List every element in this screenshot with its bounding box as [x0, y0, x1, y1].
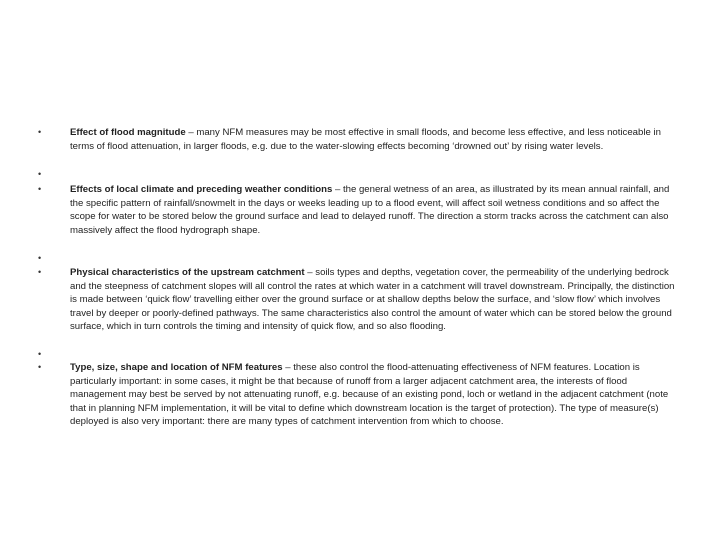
list-item-text	[70, 361, 680, 429]
item-body: – many NFM measures may be most effective in small floods, and become less effective, and less noticeable in terms of flood attenuation, in larger floods, e.g. due to the water-slowing effects becoming ‘drowned out’ by rising water levels.	[70, 127, 661, 152]
bullet-marker: •	[38, 267, 42, 277]
bullet-marker: •	[38, 127, 42, 137]
item-body: – the general wetness of an area, as illustrated by its mean annual rainfall, and the specific pattern of rainfall/snowmelt in the days or weeks leading up to a flood event, will affect soil wetness conditions and so affect the scope for water to be stored below the ground surface and lead to delayed runoff. The direction a storm tracks across the catchment can also massively affect the flood hydrograph shape.	[70, 184, 670, 236]
list-item-text	[70, 266, 680, 334]
list-item-text	[70, 183, 680, 237]
item-heading: Effects of local climate and preceding weather conditions	[70, 184, 333, 195]
bullet-marker: •	[38, 169, 42, 179]
item-body: – these also control the flood-attenuating effectiveness of NFM features. Location is particularly important: in some cases, it might be that because of runoff from a larger adjacent catchment area, the interests of flood management may best be served by not attenuating runoff, e.g. because of an existing pond, loch or wetland in the adjacent catchment (note that in planning NFM implementation, it will be vital to define which downstream location is the target of protection). The type of measure(s) deployed is also very important: there are many types of catchment intervention from which to choose.	[70, 362, 669, 428]
bullet-marker: •	[38, 349, 42, 359]
list-item-text	[70, 126, 680, 153]
item-heading: Effect of flood magnitude	[70, 127, 186, 138]
item-heading: Type, size, shape and location of NFM features	[70, 362, 283, 373]
bullet-marker: •	[38, 362, 42, 372]
item-heading: Physical characteristics of the upstream catchment	[70, 267, 305, 278]
bullet-marker: •	[38, 253, 42, 263]
item-body: – soils types and depths, vegetation cover, the permeability of the underlying bedrock and the steepness of catchment slopes will all control the rates at which water in a catchment will travel downstream. Principally, the distinction is made between ‘quick flow’ travelling either over the ground surface or at shallow depths below the surface, and ‘slow flow’ which involves travel by deeper or poorly-defined pathways. The same characteristics also control the amount of water which can be stored below the ground surface, which in turn controls the timing and intensity of quick flow, and so also flooding.	[70, 267, 675, 333]
bullet-marker: •	[38, 184, 42, 194]
